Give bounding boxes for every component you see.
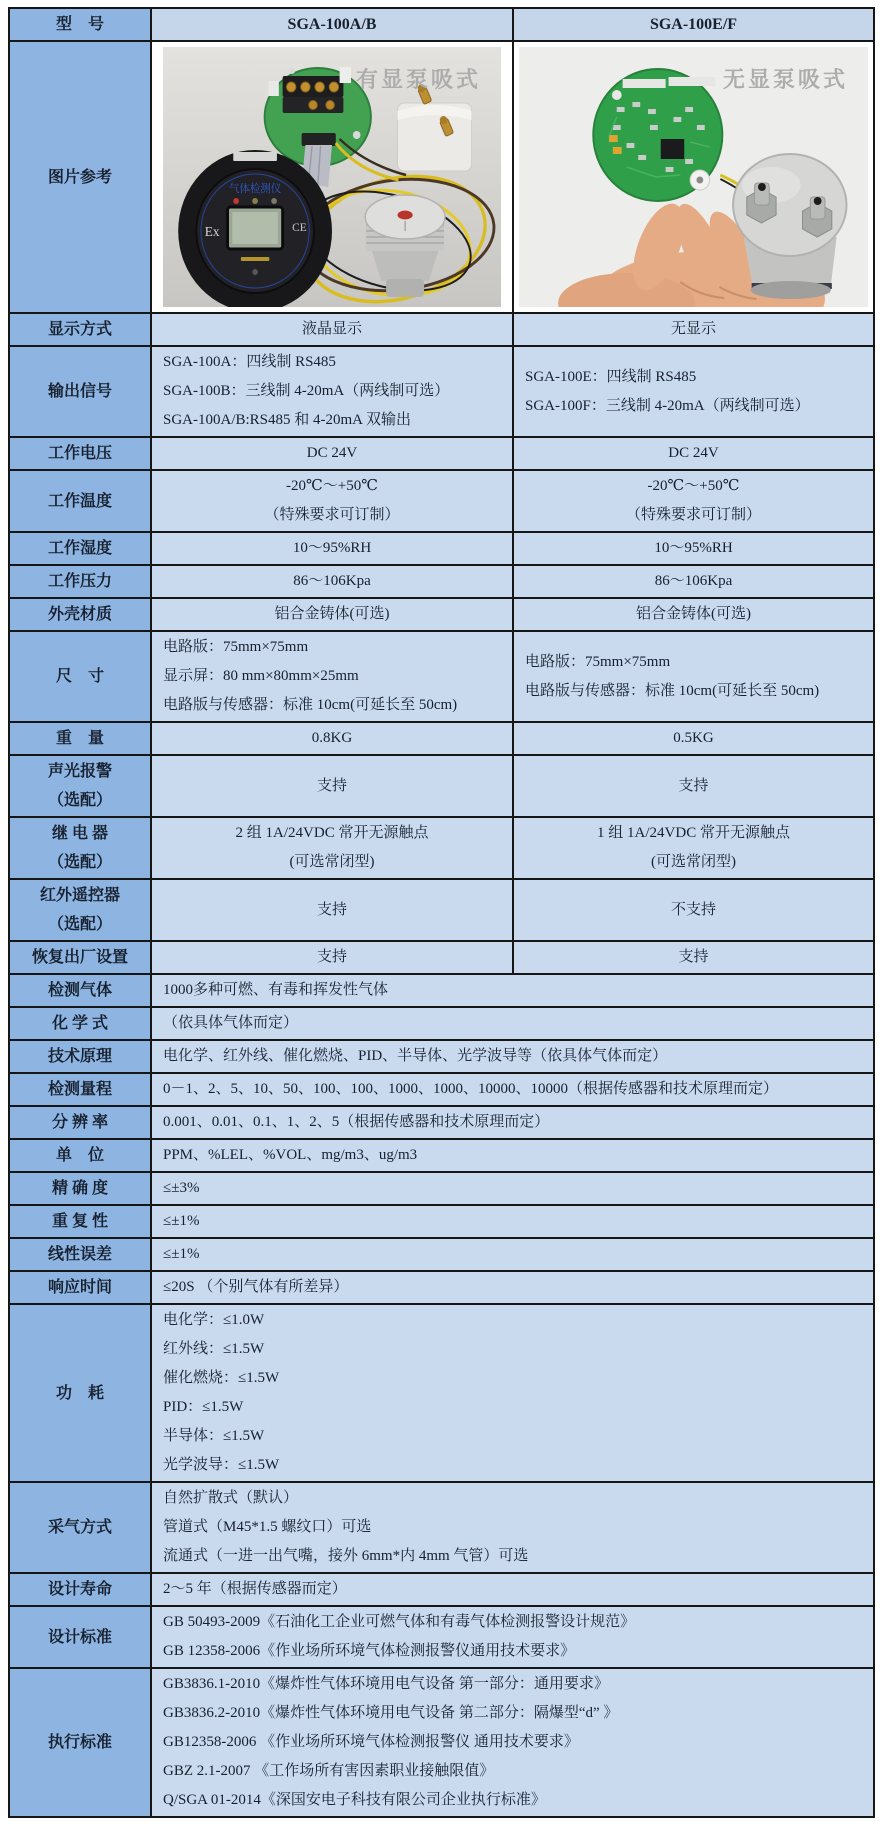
spec-row <box>9 879 874 941</box>
photo-row-label: 图片参考 <box>9 41 151 313</box>
row-value <box>151 1106 874 1139</box>
value-line: ≤±1% <box>163 1213 200 1229</box>
row-label: 红外遥控器 （选配） <box>9 879 151 941</box>
row-value <box>151 437 513 470</box>
value-line: 0.001、0.01、0.1、1、2、5（根据传感器和技术原理而定） <box>163 1114 550 1130</box>
spec-row <box>9 1482 874 1573</box>
spec-row <box>9 346 874 437</box>
value-line: 电路版：75mm×75mm <box>163 639 309 655</box>
spec-row <box>9 1073 874 1106</box>
value-line: 0.5KG <box>673 730 714 746</box>
value-line: 不支持 <box>670 901 716 918</box>
row-value <box>513 631 874 722</box>
row-value <box>513 817 874 879</box>
spec-row <box>9 974 874 1007</box>
value-line: Q/SGA 01-2014《深国安电子科技有限公司企业执行标准》 <box>163 1792 546 1808</box>
row-value <box>513 313 874 346</box>
row-label: 恢复出厂设置 <box>9 941 151 974</box>
row-value <box>151 1573 874 1606</box>
value-line: 显示屏：80 mm×80mm×25mm <box>163 668 359 684</box>
value-line: 10～95%RH <box>292 540 372 556</box>
value-line: 10～95%RH <box>654 540 733 556</box>
value-line: SGA-100F：三线制 4-20mA（两线制可选） <box>525 397 810 414</box>
row-value <box>513 470 874 532</box>
model-header-label: 型 号 <box>9 8 151 41</box>
spec-row <box>9 1606 874 1668</box>
row-label: 尺 寸 <box>9 631 151 722</box>
row-value <box>151 1139 874 1172</box>
value-line: SGA-100A：四线制 RS485 <box>163 354 336 370</box>
value-line: 流通式（一进一出气嘴，接外 6mm*内 4mm 气管）可选 <box>163 1548 529 1564</box>
row-value <box>151 1172 874 1205</box>
row-value <box>151 1238 874 1271</box>
value-line: 电路版与传感器：标准 10cm(可延长至 50cm) <box>163 697 458 713</box>
spec-row <box>9 941 874 974</box>
row-value <box>151 1271 874 1304</box>
value-line: -20℃～+50℃ <box>647 478 740 494</box>
value-line: 铝合金铸体(可选) <box>274 606 390 622</box>
spec-row <box>9 532 874 565</box>
value-line: 电路版：75mm×75mm <box>525 653 671 670</box>
spec-row <box>9 437 874 470</box>
value-line: 液晶显示 <box>301 321 362 337</box>
row-value <box>151 941 513 974</box>
value-line: GB 50493-2009《石油化工企业可燃气体和有毒气体检测报警设计规范》 <box>163 1614 636 1630</box>
spec-row <box>9 1106 874 1139</box>
gas-detector-front <box>178 150 332 307</box>
row-label: 分 辨 率 <box>9 1106 151 1139</box>
spec-row <box>9 1668 874 1817</box>
value-line: 支持 <box>678 949 709 965</box>
photo-cell-right <box>513 41 874 313</box>
value-line: PPM、%LEL、%VOL、mg/m3、ug/m3 <box>163 1147 418 1163</box>
spec-row <box>9 1139 874 1172</box>
value-line: 支持 <box>678 777 709 794</box>
row-label: 输出信号 <box>9 346 151 437</box>
spec-row <box>9 631 874 722</box>
value-line: 电路版与传感器：标准 10cm(可延长至 50cm) <box>525 682 820 699</box>
row-value <box>151 470 513 532</box>
row-label: 继 电 器 （选配） <box>9 817 151 879</box>
spec-row <box>9 755 874 817</box>
row-value <box>151 532 513 565</box>
row-label: 重 量 <box>9 722 151 755</box>
value-line: 管道式（M45*1.5 螺纹口）可选 <box>163 1519 372 1535</box>
row-value <box>513 346 874 437</box>
row-value <box>151 1482 874 1573</box>
row-label: 技术原理 <box>9 1040 151 1073</box>
value-line: GB3836.1-2010《爆炸性气体环境用电气设备 第一部分：通用要求》 <box>163 1676 609 1692</box>
fault-led <box>271 198 277 204</box>
row-value <box>151 565 513 598</box>
row-value <box>151 755 513 817</box>
value-line: 催化燃烧：≤1.5W <box>163 1370 280 1386</box>
row-value <box>151 817 513 879</box>
work-led <box>252 198 258 204</box>
value-line: 86～106Kpa <box>293 573 371 589</box>
row-value <box>513 437 874 470</box>
row-label: 精 确 度 <box>9 1172 151 1205</box>
detector-label-strip <box>233 152 277 161</box>
model-name-right: SGA-100E/F <box>513 8 874 41</box>
value-line: 铝合金铸体(可选) <box>636 606 751 622</box>
value-line: 支持 <box>316 901 347 918</box>
photo-row <box>9 41 874 313</box>
row-label: 设计寿命 <box>9 1573 151 1606</box>
row-value <box>151 974 874 1007</box>
row-value <box>151 1073 874 1106</box>
spec-row <box>9 313 874 346</box>
row-label: 设计标准 <box>9 1606 151 1668</box>
spec-row <box>9 470 874 532</box>
value-line: 自然扩散式（默认） <box>163 1490 299 1506</box>
value-line: ≤±1% <box>163 1246 200 1262</box>
value-line: ≤20S （个别气体有所差异） <box>163 1279 349 1295</box>
value-line: 1000多种可燃、有毒和挥发性气体 <box>163 982 389 998</box>
spec-row <box>9 817 874 879</box>
value-line: （依具体气体而定） <box>163 1015 299 1031</box>
value-line: PID：≤1.5W <box>163 1399 244 1415</box>
value-line: 1 组 1A/24VDC 常开无源触点 <box>597 825 790 841</box>
ce-mark: CE <box>292 220 307 235</box>
value-line: 光学波导：≤1.5W <box>163 1457 280 1473</box>
detector-screen-title: 气体检测仪 <box>228 182 282 196</box>
value-line: 电化学：≤1.0W <box>163 1312 265 1328</box>
value-line: 半导体：≤1.5W <box>163 1428 265 1444</box>
value-line: 86～106Kpa <box>654 573 733 589</box>
spec-row <box>9 1007 874 1040</box>
pcb-board <box>593 69 722 201</box>
row-value <box>151 1606 874 1668</box>
value-line: GB12358-2006 《作业场所环境气体检测报警仪 通用技术要求》 <box>163 1734 579 1750</box>
value-line: SGA-100E：四线制 RS485 <box>525 368 697 385</box>
row-label: 工作温度 <box>9 470 151 532</box>
row-value <box>151 879 513 941</box>
spec-row <box>9 1172 874 1205</box>
ex-mark: Ex <box>204 223 220 240</box>
row-value <box>151 1007 874 1040</box>
model-name-left: SGA-100A/B <box>151 8 513 41</box>
spec-row <box>9 1040 874 1073</box>
value-line: (可选常闭型) <box>289 854 375 870</box>
row-value <box>151 346 513 437</box>
row-label: 化 学 式 <box>9 1007 151 1040</box>
row-label: 外壳材质 <box>9 598 151 631</box>
row-label: 显示方式 <box>9 313 151 346</box>
value-line: 0.8KG <box>311 730 353 746</box>
value-line: 无显示 <box>670 321 716 337</box>
row-value <box>151 1304 874 1482</box>
value-line: 2 组 1A/24VDC 常开无源触点 <box>235 825 429 841</box>
value-line: SGA-100B：三线制 4-20mA（两线制可选） <box>163 383 450 399</box>
watermark-right: 无显泵吸式 <box>722 67 848 92</box>
red-inlet-dot <box>398 211 413 220</box>
row-label: 工作电压 <box>9 437 151 470</box>
value-line: GB3836.2-2010《爆炸性气体环境用电气设备 第二部分：隔爆型“d” 》 <box>163 1705 619 1721</box>
value-line: 红外线：≤1.5W <box>163 1341 265 1357</box>
spec-table <box>8 7 875 1818</box>
row-label: 线性误差 <box>9 1238 151 1271</box>
value-line: DC 24V <box>306 445 358 461</box>
spec-row <box>9 722 874 755</box>
spec-row <box>9 565 874 598</box>
value-line: 支持 <box>316 949 347 965</box>
value-line: （特殊要求可订制） <box>625 507 761 523</box>
value-line: GBZ 2.1-2007 《工作场所有害因素职业接触限值》 <box>163 1763 495 1779</box>
value-line: GB 12358-2006《作业场所环境气体检测报警仪通用技术要求》 <box>163 1643 576 1659</box>
row-label: 声光报警 （选配） <box>9 755 151 817</box>
value-line: （特殊要求可订制） <box>264 507 400 523</box>
value-line: 0－1、2、5、10、50、100、100、1000、1000、10000、10000（根据传感器和技术原理而定） <box>163 1081 779 1097</box>
row-value <box>151 1040 874 1073</box>
value-line: (可选常闭型) <box>651 854 736 870</box>
row-label: 重 复 性 <box>9 1205 151 1238</box>
row-value <box>513 941 874 974</box>
row-label: 响应时间 <box>9 1271 151 1304</box>
spec-row <box>9 1238 874 1271</box>
header-row <box>9 8 874 41</box>
row-value <box>151 1668 874 1817</box>
row-value <box>151 722 513 755</box>
row-label: 工作压力 <box>9 565 151 598</box>
row-value <box>151 598 513 631</box>
row-value <box>513 879 874 941</box>
row-value <box>513 565 874 598</box>
alarm-led <box>233 198 239 204</box>
row-label: 单 位 <box>9 1139 151 1172</box>
value-line: 支持 <box>316 777 347 794</box>
spec-row <box>9 1304 874 1482</box>
row-label: 功 耗 <box>9 1304 151 1482</box>
pgm-button <box>252 269 258 275</box>
row-value <box>513 532 874 565</box>
row-value <box>151 1205 874 1238</box>
spec-row <box>9 598 874 631</box>
spec-row <box>9 1573 874 1606</box>
brand-print <box>241 257 269 261</box>
row-label: 执行标准 <box>9 1668 151 1817</box>
row-label: 检测气体 <box>9 974 151 1007</box>
ic-chip <box>661 139 684 159</box>
value-line: 电化学、红外线、催化燃烧、PID、半导体、光学波导等（依具体气体而定） <box>163 1048 668 1064</box>
row-label: 采气方式 <box>9 1482 151 1573</box>
value-line: 2～5 年（根据传感器而定） <box>163 1581 347 1597</box>
row-value <box>513 598 874 631</box>
spec-tbody <box>9 8 874 1817</box>
row-label: 工作湿度 <box>9 532 151 565</box>
row-value <box>151 313 513 346</box>
photo-cell-left <box>151 41 513 313</box>
row-value <box>513 755 874 817</box>
value-line: DC 24V <box>668 445 719 461</box>
value-line: ≤±3% <box>163 1180 200 1196</box>
value-line: -20℃～+50℃ <box>285 478 378 494</box>
watermark-left: 有显泵吸式 <box>355 67 481 92</box>
spec-row <box>9 1205 874 1238</box>
row-label: 检测量程 <box>9 1073 151 1106</box>
row-value <box>151 631 513 722</box>
row-value <box>513 722 874 755</box>
value-line: SGA-100A/B:RS485 和 4-20mA 双输出 <box>163 412 411 428</box>
spec-row <box>9 1271 874 1304</box>
